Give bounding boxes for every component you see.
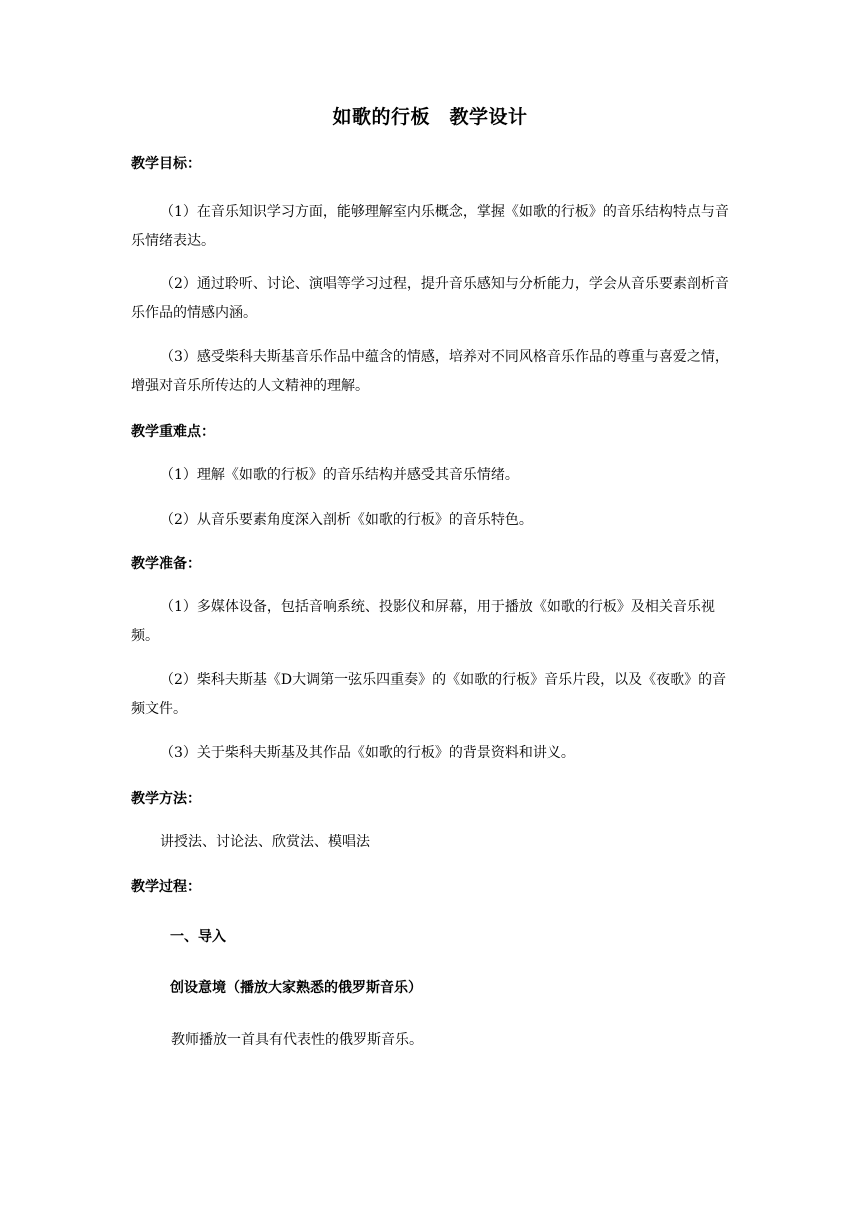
objective-item-1: （1）在音乐知识学习方面，能够理解室内乐概念，掌握《如歌的行板》的音乐结构特点与音乐情绪表达。 [131,204,729,249]
preparation-item-2: （2）柴科夫斯基《D大调第一弦乐四重奏》的《如歌的行板》音乐片段，以及《夜歌》的音频文件。 [131,672,727,717]
process-heading: 教学过程： [131,879,201,895]
methods-heading: 教学方法： [131,791,201,807]
objectives-heading: 教学目标： [131,156,201,172]
preparation-heading: 教学准备： [131,556,201,572]
document-title: 如歌的行板 教学设计 [332,106,528,128]
objective-item-2: （2）通过聆听、讨论、演唱等学习过程，提升音乐感知与分析能力，学会从音乐要素剖析音乐作品的情感内涵。 [131,276,729,321]
preparation-item-1: （1）多媒体设备，包括音响系统、投影仪和屏幕，用于播放《如歌的行板》及相关音乐视频。 [131,599,715,644]
key-points-heading: 教学重难点： [131,424,215,440]
key-point-item-1: （1）理解《如歌的行板》的音乐结构并感受其音乐情绪。 [160,467,519,483]
preparation-item-3: （3）关于柴科夫斯基及其作品《如歌的行板》的背景资料和讲义。 [160,745,575,761]
key-point-item-2: （2）从音乐要素角度深入剖析《如歌的行板》的音乐特色。 [160,512,533,528]
process-subsection-heading: 创设意境（播放大家熟悉的俄罗斯音乐） [170,980,422,996]
process-text: 教师播放一首具有代表性的俄罗斯音乐。 [171,1032,423,1048]
methods-text: 讲授法、讨论法、欣赏法、模唱法 [160,834,370,850]
process-section-intro: 一、导入 [170,929,226,945]
objective-item-3: （3）感受柴科夫斯基音乐作品中蕴含的情感，培养对不同风格音乐作品的尊重与喜爱之情，增强对音乐所传达的人文精神的理解。 [131,349,729,394]
